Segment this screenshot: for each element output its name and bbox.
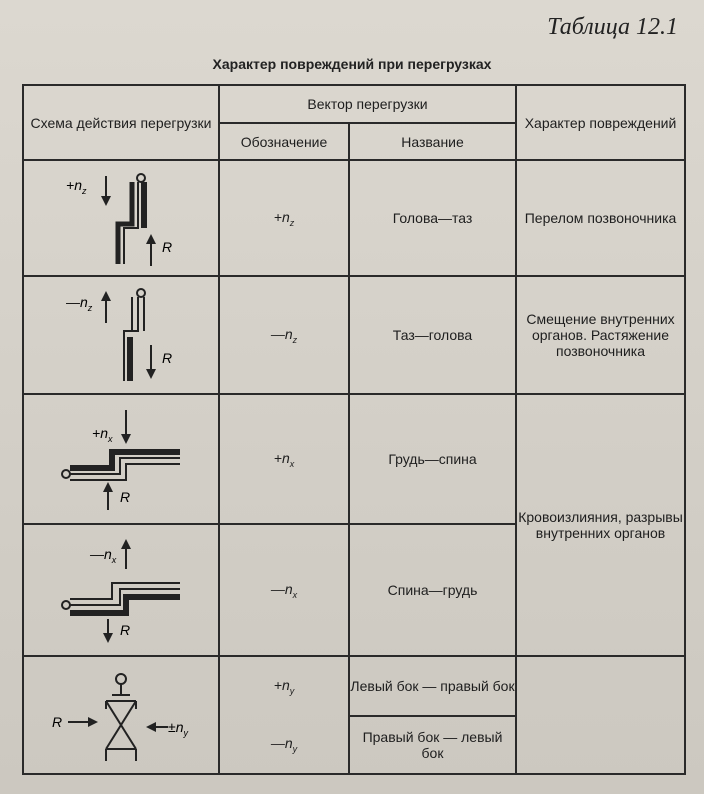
damage-cell: Перелом позвоночника xyxy=(516,160,685,276)
header-vector: Вектор перегрузки xyxy=(219,85,516,123)
designation-cell: $—n_y$ xyxy=(219,716,349,774)
svg-text:R: R xyxy=(120,489,131,505)
back-to-chest-schematic xyxy=(56,535,186,645)
table-row xyxy=(23,656,685,716)
svg-text:±ny: $\pm n_y$ xyxy=(168,719,188,738)
svg-text:R: R xyxy=(162,350,173,366)
scheme-cell xyxy=(23,160,219,276)
name-cell: Таз—голова xyxy=(349,276,516,394)
scheme-cell xyxy=(23,656,219,774)
svg-text:—nx: $—n_x$ xyxy=(90,546,117,565)
overload-table xyxy=(22,84,686,775)
designation-cell: $—n_x$ xyxy=(219,524,349,656)
designation-symbol: $+n_z$ xyxy=(273,208,295,228)
scheme-cell xyxy=(23,276,219,394)
head-to-pelvis-schematic xyxy=(66,168,176,268)
name-cell: Левый бок — правый бок xyxy=(349,656,516,716)
svg-text:—nz: $—n_z$ xyxy=(66,294,93,313)
svg-text:R: R xyxy=(162,239,173,255)
damage-cell-empty xyxy=(516,656,685,774)
damage-cell: Смещение внутренних органов. Растяжение позвоночника xyxy=(516,276,685,394)
scheme-cell xyxy=(23,394,219,524)
chest-to-back-schematic xyxy=(56,404,186,514)
name-cell: Грудь—спина xyxy=(349,394,516,524)
table-row xyxy=(23,276,685,394)
designation-cell xyxy=(219,160,349,276)
scheme-load-label: $+n_z$ xyxy=(66,177,87,196)
designation-cell: $+n_x$ xyxy=(219,394,349,524)
scheme-cell xyxy=(23,524,219,656)
table-number: Таблица 12.1 xyxy=(547,14,678,40)
header-scheme: Схема действия перегрузки xyxy=(23,85,219,160)
header-name: Название xyxy=(349,123,516,160)
name-cell: Голова—таз xyxy=(349,160,516,276)
pelvis-to-head-schematic xyxy=(66,285,176,385)
svg-text:R: R xyxy=(120,622,131,638)
designation-cell: $—n_z$ xyxy=(219,276,349,394)
name-cell: Спина—грудь xyxy=(349,524,516,656)
table-row xyxy=(23,160,685,276)
svg-text:R: R xyxy=(52,714,63,730)
header-designation: Обозначение xyxy=(219,123,349,160)
table-row xyxy=(23,394,685,524)
header-damage: Характер повреждений xyxy=(516,85,685,160)
lateral-schematic xyxy=(46,665,196,765)
damage-cell: Кровоизлияния, разрывы внутренних органов xyxy=(516,394,685,656)
header-row xyxy=(23,85,685,123)
table-title: Характер повреждений при перегрузках xyxy=(212,56,492,72)
svg-text:+nx: $+n_x$ xyxy=(92,425,113,444)
name-cell: Правый бок — левый бок xyxy=(349,716,516,774)
designation-cell: $+n_y$ xyxy=(219,656,349,716)
